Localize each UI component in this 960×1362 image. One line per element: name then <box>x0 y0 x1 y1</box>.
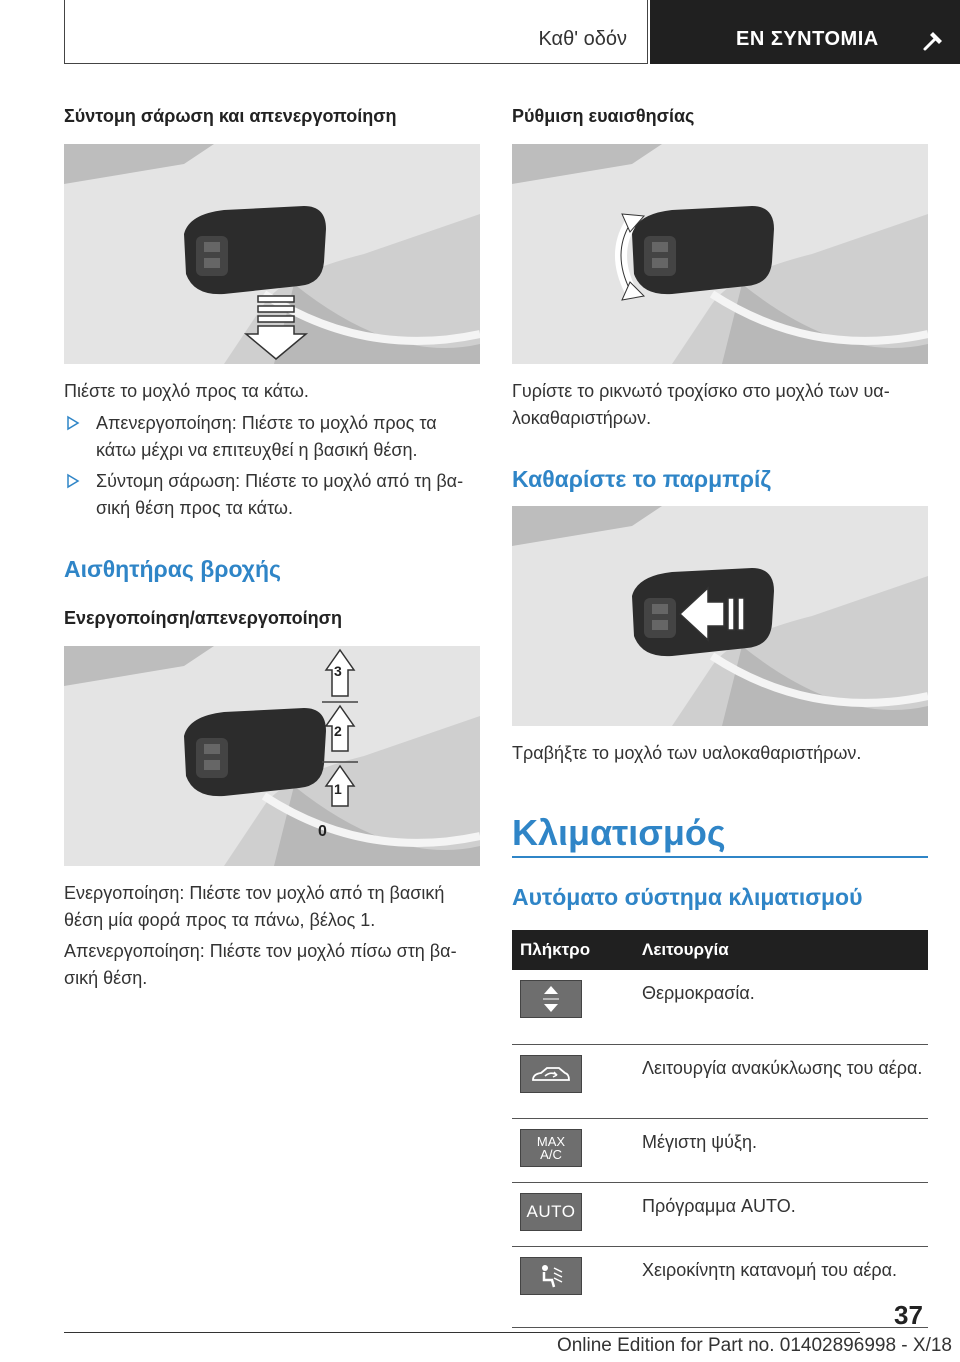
recirculation-button[interactable] <box>520 1055 582 1093</box>
table-row <box>512 1118 928 1182</box>
max-ac-button[interactable] <box>520 1129 582 1167</box>
section-tab-active[interactable] <box>650 0 960 64</box>
position-label: 3 <box>334 663 342 679</box>
title-underline <box>512 856 928 858</box>
function-text: Μέγιστη ψύξη. <box>630 1118 928 1182</box>
table-row <box>512 1044 928 1118</box>
list-item <box>64 468 480 522</box>
key-label: MAX A/C <box>536 1133 566 1162</box>
subsection-title-activation: Ενεργοποίηση/απενεργοποίηση <box>64 608 342 628</box>
illustration-lever-down <box>64 144 480 364</box>
caption-lever-pull: Τραβήξτε το μοχλό των υαλοκαθαριστήρων. <box>512 743 862 763</box>
triangle-bullet-icon <box>66 473 80 489</box>
air-distribution-icon <box>536 1262 566 1290</box>
paragraph-deactivation: Απενεργοποίηση: Πιέστε τον μοχλό πίσω στη βα-σική θέση. <box>64 941 457 988</box>
recirculation-car-icon <box>529 1062 573 1086</box>
auto-button[interactable] <box>520 1193 582 1231</box>
position-label: 1 <box>334 781 342 797</box>
section-title-auto-climate: Αυτόματο σύστημα κλιματισμού <box>512 884 863 910</box>
list-item <box>64 410 480 464</box>
column-header-function: Λειτουργία <box>630 930 928 970</box>
wrench-icon <box>922 28 946 52</box>
function-text: Πρόγραμμα AUTO. <box>630 1182 928 1246</box>
table-row <box>512 1182 928 1246</box>
temperature-button[interactable] <box>520 980 582 1018</box>
page-number: 37 <box>894 1300 923 1330</box>
illustration-lever-pull <box>512 506 928 726</box>
table-row <box>512 1246 928 1327</box>
chapter-title-climate: Κλιματισμός <box>512 812 726 853</box>
table-row <box>512 970 928 1044</box>
position-label: 2 <box>334 723 342 739</box>
illustration-sensitivity-wheel <box>512 144 928 364</box>
caption-sensitivity: Γυρίστε το ρικνωτό τροχίσκο στο μοχλό των υα-λοκαθαριστήρων. <box>512 381 890 428</box>
key-label: AUTO <box>526 1202 576 1221</box>
paragraph-activation: Ενεργοποίηση: Πιέστε τον μοχλό από τη βασική θέση μία φορά προς τα πάνω, βέλος 1. <box>64 883 445 930</box>
position-label: 0 <box>318 823 327 840</box>
chapter-tab-label: Καθ' οδόν <box>538 28 627 50</box>
bullet-text: Απενεργοποίηση: Πιέστε το μοχλό προς τα κάτω μέχρι να επιτευχθεί η βασική θέση. <box>96 413 437 460</box>
section-tab-label: ΕΝ ΣΥΝΤΟΜΙΑ <box>736 28 879 50</box>
illustration-rain-sensor <box>64 646 480 866</box>
triangle-bullet-icon <box>66 415 80 431</box>
chapter-tab[interactable] <box>64 0 648 64</box>
caption-lever-down: Πιέστε το μοχλό προς τα κάτω. <box>64 381 309 401</box>
bullet-text: Σύντομη σάρωση: Πιέστε το μοχλό από τη βα-σική θέση προς τα κάτω. <box>96 471 464 518</box>
column-header-key: Πλήκτρο <box>512 930 630 970</box>
function-text: Λειτουργία ανακύκλωσης του αέρα. <box>630 1044 928 1118</box>
footer-edition: Online Edition for Part no. 01402896998 - X/18 <box>556 1335 952 1356</box>
temperature-arrows-icon <box>539 984 563 1014</box>
section-title-sensitivity: Ρύθμιση ευαισθησίας <box>512 106 695 126</box>
section-title-short-wipe: Σύντομη σάρωση και απενεργοποίηση <box>64 106 397 126</box>
function-table <box>512 930 928 1328</box>
function-text: Θερμοκρασία. <box>630 970 928 1044</box>
function-text: Χειροκίνητη κατανομή του αέρα. <box>630 1246 928 1327</box>
section-title-clean-windshield: Καθαρίστε το παρμπρίζ <box>512 466 772 492</box>
footer-divider <box>64 1332 860 1333</box>
table-header-row <box>512 930 928 970</box>
air-distribution-button[interactable] <box>520 1257 582 1295</box>
section-title-rain-sensor: Αισθητήρας βροχής <box>64 556 281 582</box>
